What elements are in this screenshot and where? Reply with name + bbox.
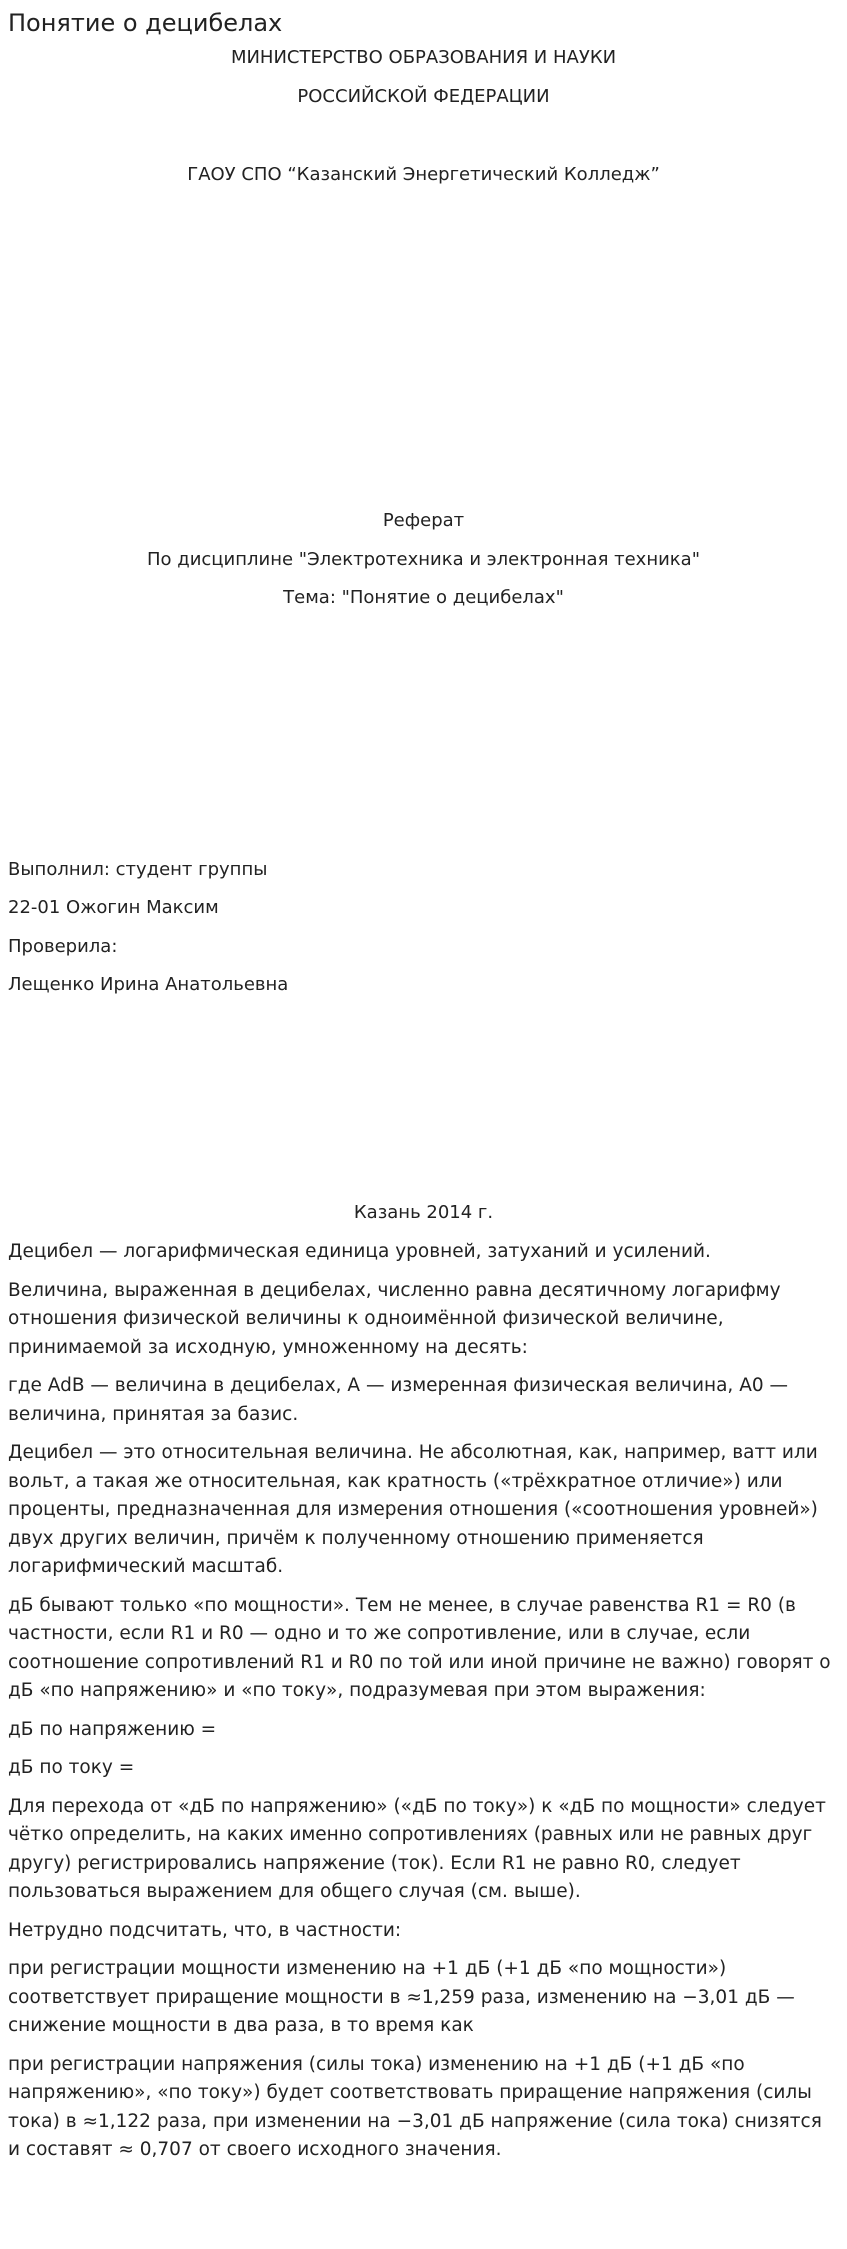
- discipline: По дисциплине "Электротехника и электронная техника": [147, 549, 700, 570]
- work-type: Реферат: [382, 510, 465, 531]
- paragraph: дБ бывают только «по мощности». Тем не менее, в случае равенства R1 = R0 (в частности, если R1 и R0 — одно и то же сопротивление, или в случае, если соотношение сопротивлений R1 и R0 по той или иной причине не важно) говорят о дБ «по напряжению» и «по току», подразумевая при этом выражения:: [8, 1594, 831, 1701]
- paragraph: дБ по току =: [8, 1757, 135, 1778]
- ministry-line-2: РОССИЙСКОЙ ФЕДЕРАЦИИ: [297, 86, 550, 107]
- paragraph: Для перехода от «дБ по напряжению» («дБ по току») к «дБ по мощности» следует чётко определить, на каких именно сопротивлениях (равных или не равных друг другу) регистрировались напряжение (ток). Если R1 не равно R0, следует пользоваться выражением для общего случая (см. выше).: [8, 1795, 826, 1902]
- ministry-line-1: МИНИСТЕРСТВО ОБРАЗОВАНИЯ И НАУКИ: [230, 47, 617, 68]
- document-title: Понятие о децибелах: [8, 9, 283, 37]
- student-name: 22-01 Ожогин Максим: [8, 897, 219, 918]
- performed-by-label: Выполнил: студент группы: [8, 859, 268, 880]
- paragraph: где AdB — величина в децибелах, A — измеренная физическая величина, A0 — величина, принятая за базис.: [8, 1375, 788, 1425]
- body-text: [8, 1238, 836, 2175]
- paragraph: при регистрации мощности изменению на +1 дБ (+1 дБ «по мощности») соответствует приращение мощности в ≈1,259 раза, изменению на −3,01 дБ — снижение мощности в два раза, в то время как: [8, 1958, 795, 2036]
- teacher-name: Лещенко Ирина Анатольевна: [8, 974, 289, 995]
- topic: Тема: "Понятие о децибелах": [283, 587, 564, 608]
- paragraph: дБ по напряжению =: [8, 1718, 217, 1740]
- institution-name: ГАОУ СПО “Казанский Энергетический Колледж”: [187, 164, 660, 185]
- paragraph: при регистрации напряжения (силы тока) изменению на +1 дБ (+1 дБ «по напряжению», «по току») будет соответствовать приращение напряжения (силы тока) в ≈1,122 раза, при изменении на −3,01 дБ напряжение (сила тока) снизятся и составят ≈ 0,707 от своего исходного значения.: [8, 2053, 822, 2160]
- paragraph: Нетрудно подсчитать, что, в частности:: [8, 1919, 402, 1941]
- paragraph: Величина, выраженная в децибелах, численно равна десятичному логарифму отношения физической величины к одноимённой физической величине, принимаемой за исходную, умноженному на десять:: [8, 1279, 781, 1358]
- city-year: Казань 2014 г.: [353, 1202, 494, 1223]
- paragraph: Децибел — это относительная величина. Не абсолютная, как, например, ватт или вольт, а такая же относительная, как кратность («трёхкратное отличие») или проценты, предназначенная для измерения отношения («соотношения уровней») двух других величин, причём к полученному отношению применяется логарифмический масштаб.: [8, 1442, 818, 1577]
- paragraph: Децибел — логарифмическая единица уровней, затуханий и усилений.: [8, 1241, 711, 1262]
- checked-by-label: Проверила:: [8, 936, 118, 957]
